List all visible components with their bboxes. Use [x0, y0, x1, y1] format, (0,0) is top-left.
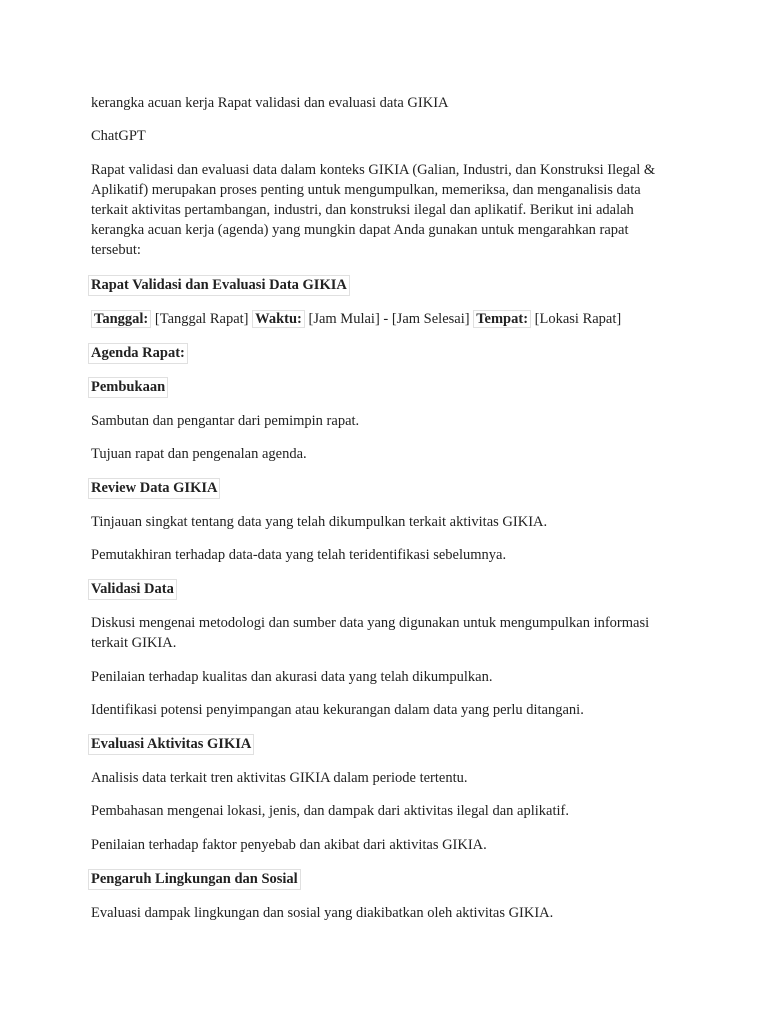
meeting-meta-line	[91, 309, 691, 329]
section-heading-row	[91, 734, 691, 755]
section-heading-row	[91, 869, 691, 890]
waktu-value: [Jam Mulai] - [Jam Selesai]	[304, 311, 474, 327]
section-item: Pembahasan mengenai lokasi, jenis, dan dampak dari aktivitas ilegal dan aplikatif.	[91, 803, 569, 819]
tanggal-label: Tanggal:	[91, 310, 151, 328]
agenda-heading: Agenda Rapat:	[88, 343, 188, 364]
section-heading-row	[91, 579, 691, 600]
section-heading: Pembukaan	[88, 377, 168, 398]
section-item: Tujuan rapat dan pengenalan agenda.	[91, 446, 307, 462]
intro-paragraph: Rapat validasi dan evaluasi data dalam konteks GIKIA (Galian, Industri, dan Konstruksi Ilegal & Aplikatif) merupakan proses penting untuk mengumpulkan, memeriksa, dan menganalisis data terkait aktivitas pertambangan, industri, dan konstruksi ilegal dan aplikatif. Berikut ini adalah kerangka acuan kerja (agenda) yang mungkin dapat Anda gunakan untuk mengarahkan rapat tersebut:	[91, 162, 656, 258]
agenda-heading-row	[91, 343, 691, 364]
section-heading-row	[91, 377, 691, 398]
section-item: Sambutan dan pengantar dari pemimpin rapat.	[91, 413, 360, 429]
section-item: Penilaian terhadap kualitas dan akurasi data yang telah dikumpulkan.	[91, 669, 493, 685]
section-heading: Review Data GIKIA	[88, 478, 220, 499]
tempat-label: Tempat:	[473, 310, 531, 328]
main-heading-row	[91, 275, 691, 296]
section-item: Identifikasi potensi penyimpangan atau kekurangan dalam data yang perlu ditangani.	[91, 702, 584, 718]
waktu-label: Waktu:	[252, 310, 305, 328]
section-heading: Evaluasi Aktivitas GIKIA	[88, 734, 254, 755]
document-title-line: kerangka acuan kerja Rapat validasi dan evaluasi data GIKIA	[91, 95, 449, 111]
tanggal-value: [Tanggal Rapat]	[151, 311, 253, 327]
section-heading: Pengaruh Lingkungan dan Sosial	[88, 869, 301, 890]
section-item: Pemutakhiran terhadap data-data yang telah teridentifikasi sebelumnya.	[91, 547, 507, 563]
tempat-value: [Lokasi Rapat]	[531, 311, 622, 327]
section-item: Penilaian terhadap faktor penyebab dan akibat dari aktivitas GIKIA.	[91, 837, 487, 853]
section-item: Analisis data terkait tren aktivitas GIKIA dalam periode tertentu.	[91, 770, 468, 786]
section-item: Diskusi mengenai metodologi dan sumber data yang digunakan untuk mengumpulkan informasi terkait GIKIA.	[91, 615, 650, 651]
section-heading: Validasi Data	[88, 579, 177, 600]
main-heading: Rapat Validasi dan Evaluasi Data GIKIA	[88, 275, 350, 296]
section-heading-row	[91, 478, 691, 499]
section-item: Tinjauan singkat tentang data yang telah dikumpulkan terkait aktivitas GIKIA.	[91, 514, 548, 530]
author-label: ChatGPT	[91, 128, 146, 144]
section-item: Evaluasi dampak lingkungan dan sosial yang diakibatkan oleh aktivitas GIKIA.	[91, 905, 554, 921]
